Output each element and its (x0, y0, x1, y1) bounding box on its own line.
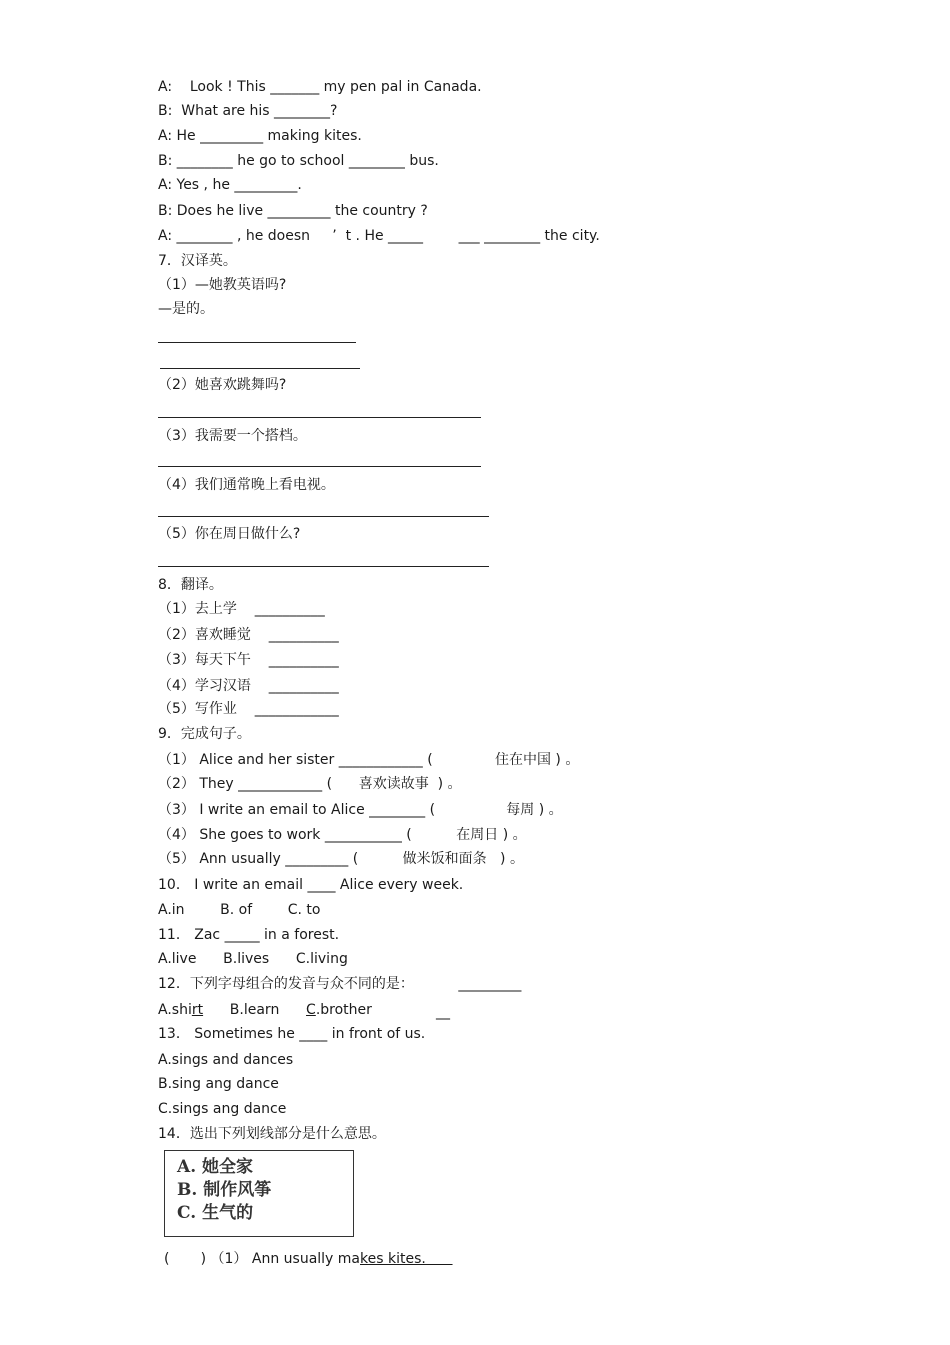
q7-item-1-answer-hint: —是的。 (158, 301, 214, 317)
q14-title: 14．选出下列划线部分是什么意思。 (158, 1126, 386, 1142)
dialogue-line-1: A: Look ! This _______ my pen pal in Canada. (158, 79, 482, 95)
q8-item-5: （5）写作业 ____________ (158, 701, 339, 717)
dialogue-line-6: B: Does he live _________ the country ? (158, 203, 428, 219)
q9-item-1: （1） Alice and her sister ____________ ( 住在中国 ) 。 (158, 752, 580, 768)
q14-choice-a: A. 她全家 (177, 1157, 254, 1177)
q12-stem: 12．下列字母组合的发音与众不同的是： _________ (158, 976, 522, 992)
q11-options: A.live B.lives C.living (158, 951, 348, 967)
q13-stem: 13． Sometimes he ____ in front of us. (158, 1026, 426, 1042)
q10-options: A.in B. of C. to (158, 902, 321, 918)
answer-line (158, 417, 481, 418)
q9-item-3: （3） I write an email to Alice ________ ( 每周 ) 。 (158, 802, 563, 818)
answer-line (158, 566, 489, 567)
q13-option-a: A.sings and dances (158, 1052, 294, 1068)
q12-option-a: A.shirt (158, 1002, 204, 1018)
q7-item-5: （5）你在周日做什么? (158, 526, 301, 542)
q12-options (158, 1001, 372, 1019)
q14-item-1: ( ) （1） Ann usually makes kites. (164, 1251, 453, 1267)
q8-item-3: （3）每天下午 __________ (158, 652, 339, 668)
q9-title: 9．完成句子。 (158, 726, 251, 742)
q13-option-b: B.sing ang dance (158, 1076, 279, 1092)
q9-item-5: （5） Ann usually _________ ( 做米饭和面条 ) 。 (158, 851, 524, 867)
answer-line (160, 368, 360, 369)
dialogue-line-4: B: ________ he go to school ________ bus. (158, 153, 439, 169)
q7-title: 7．汉译英。 (158, 253, 237, 269)
q9-item-4: （4） She goes to work ___________ ( 在周日 ) 。 (158, 827, 527, 843)
dialogue-line-3: A: He _________ making kites. (158, 128, 362, 144)
q13-option-c: C.sings ang dance (158, 1101, 287, 1117)
q14-choice-c: C. 生气的 (177, 1203, 254, 1223)
q12-option-c: C.brother (306, 1002, 372, 1018)
q12-blank: __ (436, 1004, 450, 1020)
dialogue-line-2: B: What are his ________? (158, 103, 338, 119)
answer-line (158, 342, 356, 343)
q10-stem: 10． I write an email ____ Alice every week. (158, 877, 464, 893)
q9-item-2: （2） They ____________ ( 喜欢读故事 ) 。 (158, 776, 462, 792)
dialogue-line-5: A: Yes , he _________. (158, 177, 302, 193)
q7-item-2: （2）她喜欢跳舞吗? (158, 377, 287, 393)
q8-item-1: （1）去上学 __________ (158, 601, 325, 617)
q7-item-4: （4）我们通常晚上看电视。 (158, 477, 335, 493)
q7-item-3: （3）我需要一个搭档。 (158, 428, 307, 444)
q7-item-1: （1）—她教英语吗? (158, 277, 287, 293)
q14-choice-box (164, 1150, 354, 1237)
q11-stem: 11． Zac _____ in a forest. (158, 927, 340, 943)
q14-choice-b: B. 制作风筝 (177, 1180, 272, 1200)
q8-item-2: （2）喜欢睡觉 __________ (158, 627, 339, 643)
q12-option-b: B.learn (229, 1002, 280, 1018)
dialogue-line-7: A: ________ , he doesn ’ t . He _____ ___ ________ the city. (158, 228, 600, 244)
q8-item-4: （4）学习汉语 __________ (158, 678, 339, 694)
answer-line (158, 466, 481, 467)
q8-title: 8．翻译。 (158, 577, 223, 593)
answer-line (158, 516, 489, 517)
